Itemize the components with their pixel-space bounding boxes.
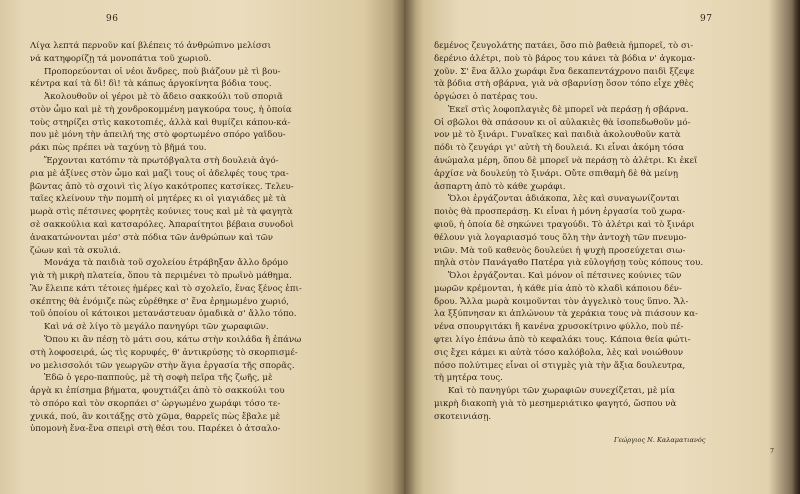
text-line: νένα σπουργιτάκι ἢ κανένα χρυσοκίτρινο φύλλο, ποὺ πέ- (434, 322, 684, 333)
text-line: ποιὸς θὰ προσπεράσῃ. Κι εἶναι ἡ μόνη ἐργασία τοῦ χωρα- (434, 207, 686, 218)
text-line: μωρὰ στὶς πέτσινες φορητὲς κούνιες τους καὶ μὲ τὰ φαγητὰ (30, 207, 293, 218)
text-line: βῶντας ἀπὸ τὸ σχοινὶ τὶς λίγο κακότροπες κατσίκες. Τελευ- (30, 181, 294, 192)
text-line: ἀνακατώνονται μέσ' στὰ πόδια τῶν ἀνθρώπων καὶ τῶν (30, 232, 273, 243)
text-line: που μὲ μόνη τὴν ἀπειλή της στὸ φορτωμένο σπόρο γαϊδου- (30, 130, 286, 141)
page-number-right: 97 (700, 14, 713, 24)
page-edge-shadow (792, 0, 800, 494)
text-line: νιῶν. Μὰ τοῦ καθενὸς δουλεύει ἡ ψυχὴ προσεύχεται σιω- (434, 245, 686, 256)
text-line: τὴ μητέρα τους. (434, 373, 503, 384)
text-line: χοῦν. Σ' ἕνα ἄλλο χωράφι ἕνα δεκαπεντάχρονο παιδὶ ξζεψε (434, 66, 695, 77)
text-line: νά κατηφορίζῃ τά μονοπάτια τοῦ χωριοῦ. (30, 53, 212, 64)
corner-mark: 7 (770, 448, 774, 455)
text-line: Λίγα λεπτά περνοῦν καί βλέπεις τό ἀνθρώπινο μελίσσι (30, 41, 271, 51)
text-line: τοῦ ὁποίου οἱ κάτοικοι μετανάστευαν ὁμαδικὰ σ' ἄλλο τόπο. (30, 309, 297, 320)
text-line: δρου. Ἄλλα μωρὰ κοιμοῦνται τὸν ἀγγελικὸ τους ὕπνο. Ἄλ- (434, 296, 689, 307)
text-line: μωρῶν κρέμονται, ἡ κάθε μία ἀπὸ τὸ κλαδὶ κάποιου δέν- (434, 283, 682, 294)
text-line: σκοτεινιάσῃ. (434, 411, 492, 422)
text-line: ζώων καὶ τὰ σκυλιά. (30, 245, 122, 256)
right-page-text (434, 40, 778, 423)
text-line: Ὅπου κι ἂν πέσῃ τὸ μάτι σου, κάτω στὴν κοιλάδα ἢ ἐπάνω (44, 334, 302, 345)
text-line: κέντρα καί τὰ δὶ! δὶ! τὰ κάπως ἀργοκίνητα βόδια τους. (30, 79, 272, 90)
text-line: φτει λίγο ἐπάνω ἀπὸ τὸ κεφαλάκι τους. Κάποια θεία φώτι- (434, 334, 691, 345)
text-line: Ὅλοι ἐργάζονται. Καὶ μόνον οἱ πέτσινες κούνιες τῶν (448, 271, 682, 282)
text-line: μικρὴ διακοπὴ γιὰ τὸ μεσημεριάτικο φαγητό, ὥσπου νὰ (434, 398, 677, 409)
text-line: τοὺς στηρίζει στὶς κακοτοπιές, ἀλλὰ καὶ θυμίζει κάπου-κά- (30, 117, 291, 128)
text-line: Ἂν ἔλειπε κάτι τέτοιες ἡμέρες καὶ τὸ σχολεῖο, ἕνας ξένος ἐπι- (30, 283, 302, 294)
text-line: σις ἔχει κάμει κι αὐτὰ τόσο καλόβολα, λὲς καὶ νοιώθουν (434, 347, 684, 358)
text-line: Ἐδῶ ὁ γερο-παππούς, μὲ τὴ σοφὴ πεῖρα τῆς ζωῆς, μὲ (44, 373, 273, 384)
text-line: ἀργὰ κι ἐπίσημα βήματα, φουχτιάζει ἀπὸ τὸ σακκούλι του (30, 386, 285, 397)
text-line: πόσο πολύτιμες εἶναι οἱ στιγμὲς γιὰ τὴν ἄξια δουλευτρα, (434, 360, 686, 371)
text-line: στὸν ὦμο καὶ μὲ τὴ χονδροκομμένη μαγκούρα τους, ἡ ὁποία (30, 104, 292, 115)
text-line: θέλουν γιὰ λογαριασμό τους ὅλη τὴν ἀντοχὴ τῶν πνευμο- (434, 232, 687, 243)
page-number-left: 96 (106, 14, 119, 24)
text-line: χνικά, πού, ἂν κοιτάξῃς στὸ χῶμα, θαρρεῖς πὼς ἔβαλε μὲ (30, 411, 281, 422)
text-line: ταῖες κλείνουν τὴν πομπὴ οἱ μητέρες κι οἱ γιαγιάδες μὲ τὰ (30, 194, 287, 205)
text-line: Ἔρχονται κατόπιν τὰ πρωτόβγαλτα στὴ δουλειὰ ἀγό- (44, 156, 279, 167)
text-line: Ὅλοι ἐργάζονται ἀδιάκοπα, λὲς καὶ συναγωνίζονται (448, 194, 680, 205)
text-line: στὴ λοφοσειρά, ὡς τὶς κορυφές, θ' ἀντικρύσῃς τὸ σκορπισμέ- (30, 347, 298, 358)
text-line: ἀσπαρτη ἀπὸ τὸ κάθε χωράφι. (434, 181, 566, 192)
text-line: Μονάχα τὰ παιδιὰ τοῦ σχολείου ἐτράβηξαν ἄλλο δρόμο (44, 258, 289, 269)
text-line: Καὶ νά σὲ λίγο τὸ μεγάλο πανηγύρι τῶν χωραφιῶν. (44, 322, 269, 333)
text-line: Ἐκεῖ στὶς λοφοπλαγιὲς δὲ μπορεῖ νὰ περάσῃ ἡ σβάρνα. (448, 104, 689, 115)
text-line: ἀνώμαλα μέρη, ὅπου δὲ μπορεῖ νὰ περάσῃ τὸ ἀλέτρι. Κι ἐκεῖ (434, 156, 698, 167)
text-line: νον μὲ τὸ ξινάρι. Γυναῖκες καὶ παιδιὰ ἀκολουθοῦν κατὰ (434, 130, 681, 141)
text-line: τὰ βόδια στὴ σβάρνα, γιὰ νὰ σβαρνίσῃ ὅσον τόπο εἶχε χθὲς (434, 79, 694, 90)
text-line: Ἀκολουθοῦν οἱ γέροι μὲ τὸ ἄδειο σακκούλι τοῦ σποριᾶ (44, 92, 283, 103)
left-page-text (30, 40, 386, 436)
text-line: πόδι τὸ ζευγάρι γι' αὐτὴ τὴ δουλειά. Κι εἶναι ἀκόμη τόσα (434, 143, 685, 154)
text-line: σκέπτης θὰ ἐνόμιζε πὼς εὑρέθηκε σ' ἕνα ἐρημωμένο χωριό, (30, 296, 290, 307)
text-line: λα ξξύπνησαν κι ἀπλώνουν τὰ χεράκια τους νὰ πιάσουν κα- (434, 309, 698, 320)
text-line: Οἱ σβῶλοι θὰ σπάσουν κι οἱ αὐλακιὲς θὰ ἰσοπεδωθοῦν μό- (434, 117, 691, 128)
text-line: δεμένος ζευγολάτης πατάει, ὅσο πιὸ βαθειὰ ἠμπορεῖ, τὸ σι- (434, 41, 694, 51)
text-line: Καὶ τὸ πανηγύρι τῶν χωραφιῶν συνεχίζεται, μὲ μία (448, 386, 675, 397)
text-line: ὑπομονὴ ἕνα-ἕνα σπειρὶ στὴ θέσι του. Παρέκει ὁ ἀτσαλο- (30, 424, 281, 435)
text-line: δερένιο ἀλέτρι, ποὺ τὸ βάρος του κάνει τὰ βόδια ν' ἀγκομα- (434, 53, 696, 64)
text-line: γιὰ τὴ μικρὴ πλατεία, ὅπου τὰ περιμένει τὸ πρωϊνὸ μάθημα. (30, 271, 292, 282)
text-line: ἀρχίσε νὰ δουλεύῃ τὸ ξινάρι. Οὔτε σπιθαμὴ δὲ θὰ μείνῃ (434, 168, 679, 179)
text-line: ὀργώσει ὁ πατέρας του. (434, 92, 538, 103)
right-page (404, 0, 800, 494)
text-line: φιοῦ, ἡ ὁποία δὲ σηκώνει τραγούδι. Τὸ ἀλέτρι καὶ τὸ ξινάρι (434, 219, 695, 230)
author-signature: Γεώργιος Ν. Καλαματιανός (614, 436, 706, 444)
text-line: ρια μὲ ἀξίνες στὸν ὦμο καὶ μαζὶ τους οἱ ἀδελφές τους τρα- (30, 168, 289, 179)
text-line: τὸ σπόρο καὶ τὸν σκορπάει σ' ὡργωμένο χωράφι τόσο τε- (30, 398, 281, 409)
text-line: Προπορεύονται οἱ νέοι ἄνδρες, ποὺ βιάζουν μὲ τὶ βου- (44, 66, 281, 77)
text-line: πηλὰ στὸν Πανάγαθο Πατέρα γιὰ εὐλογήσῃ τοὺς κόπους του. (434, 258, 704, 269)
text-line: ράκι πὼς πρέπει νὰ ταχύνῃ τὸ βῆμά του. (30, 143, 207, 154)
text-line: σὲ σακκούλια καὶ κατσαρόλες. Ἀπαραίτητοι βέβαια συνοδοὶ (30, 219, 294, 230)
text-line: νο μελισσολόι τῶν γεωργῶν στὴν ἅγια ἐργασία τῆς σπορᾶς. (30, 360, 295, 371)
